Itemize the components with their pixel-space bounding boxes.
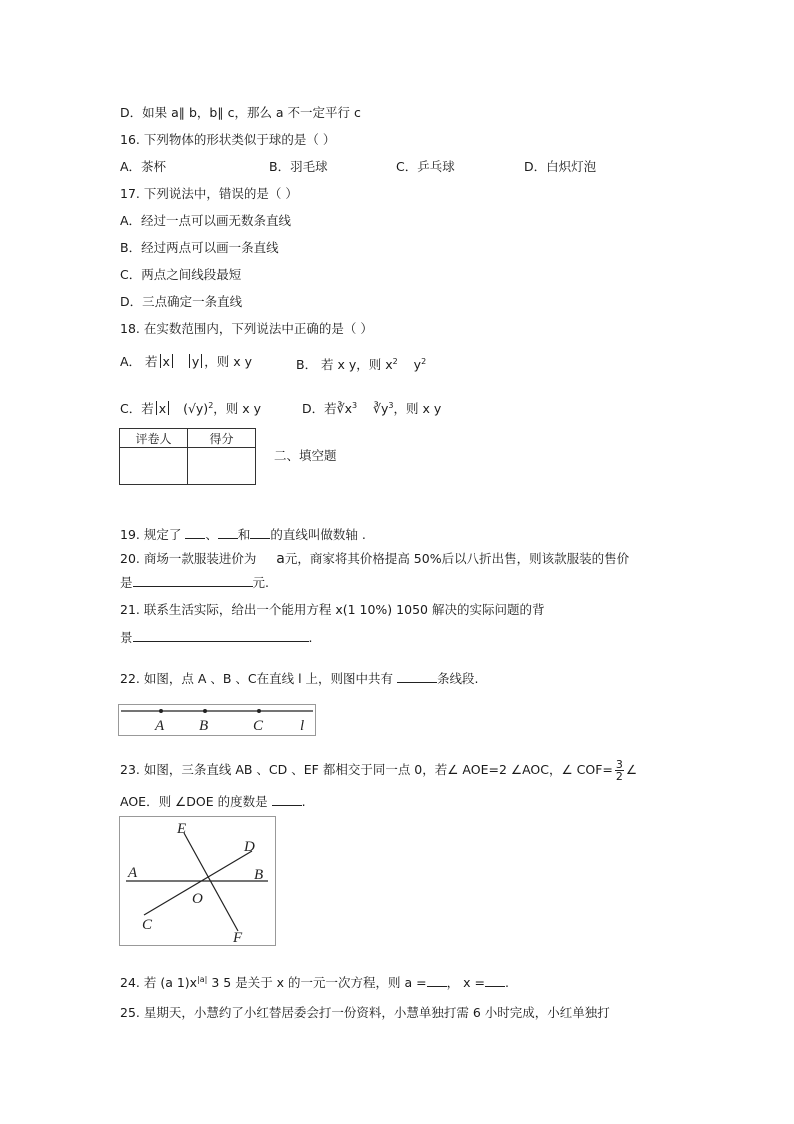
q17-stem: 17. 下列说法中，错误的是（ ） — [120, 186, 298, 201]
label-b: B — [199, 718, 209, 734]
q23-part1: 23. 如图，三条直线 AB 、CD 、EF 都相交于同一点 0，若∠ AOE=2 ∠AOC，∠ COF= — [120, 762, 613, 777]
label-e: E — [177, 821, 187, 837]
q24-part3: ， x = — [446, 975, 485, 991]
q19-part1: 19. 规定了 — [120, 527, 186, 542]
q18-c-sup: 2 — [208, 401, 214, 410]
q23-line-1 — [120, 759, 637, 782]
q18-d-then: ，则 x y — [393, 401, 442, 417]
q18-option-b — [296, 354, 426, 373]
figure-23 — [119, 816, 276, 946]
q18-b-text: B． 若 x y，则 x — [296, 357, 393, 373]
q20-part1: 20. 商场一款服装进价为 — [120, 551, 257, 566]
q18-d-root1: ∛x — [336, 401, 353, 417]
q18-a-y: y — [191, 354, 200, 369]
label-d: D — [244, 839, 255, 855]
point-b — [203, 709, 207, 713]
point-c — [257, 709, 261, 713]
label-c: C — [142, 917, 153, 933]
label-a: A — [128, 865, 138, 881]
section-title-fill-in: 二、填空题 — [274, 448, 337, 463]
q22-part1: 22. 如图，点 A 、B 、C在直线 l 上，则图中共有 — [120, 671, 398, 686]
q23-answer-blank[interactable] — [272, 793, 302, 806]
q17-option-c: C．两点之间线段最短 — [120, 267, 242, 282]
q23-part2: ∠ — [625, 762, 638, 777]
q18-b-sup1: 2 — [392, 357, 398, 366]
q21-part3: . — [308, 630, 313, 645]
label-l: l — [300, 718, 305, 734]
q18-option-d — [302, 398, 441, 417]
q17-option-a: A．经过一点可以画无数条直线 — [120, 213, 292, 228]
figure-22 — [118, 704, 316, 736]
q20-line-2 — [120, 574, 269, 591]
q20-part4: 元. — [252, 575, 269, 590]
q24-part4: . — [504, 975, 509, 991]
q19-part4: 的直线叫做数轴 . — [270, 527, 366, 542]
q19-blank-2[interactable] — [218, 526, 238, 539]
q18-a-x: x — [162, 354, 170, 369]
q17-option-d: D．三点确定一条直线 — [120, 294, 243, 309]
q23-part3: AOE．则 ∠DOE 的度数是 — [120, 794, 272, 809]
score-table — [119, 428, 256, 485]
q16-option-d: D．白炽灯泡 — [524, 159, 597, 174]
q24-part1: 24. 若 (a 1)x — [120, 975, 198, 991]
q22-part2: 条线段. — [437, 671, 479, 686]
q18-d-sup1: 3 — [352, 401, 358, 410]
figure-23-svg — [120, 817, 275, 945]
q19-line — [120, 526, 366, 543]
q16-option-b: B．羽毛球 — [269, 159, 328, 174]
line-ef — [184, 833, 238, 931]
score-table-reviewer-cell[interactable] — [120, 448, 188, 485]
q18-stem: 18. 在实数范围内，下列说法中正确的是（ ） — [120, 321, 373, 336]
q17-option-b: B．经过两点可以画一条直线 — [120, 240, 279, 255]
q23-fraction-num: 3 — [615, 758, 623, 771]
q24-line — [120, 972, 509, 991]
point-a — [159, 709, 163, 713]
q15-option-d: D．如果 a∥ b，b∥ c，那么 a 不一定平行 c — [120, 105, 361, 120]
q24-blank-a[interactable] — [427, 974, 447, 987]
q20-line-1 — [120, 551, 629, 567]
q18-b-y: y — [413, 357, 422, 373]
q18-a-then: ，则 x y — [204, 354, 253, 369]
q23-fraction-den: 2 — [615, 770, 623, 783]
q25-line-1: 25. 星期天，小慧约了小红替居委会打一份资料，小慧单独打需 6 小时完成，小红单独打 — [120, 1005, 610, 1020]
q16-option-a: A．茶杯 — [120, 159, 167, 174]
q20-part2: 元，商家将其价格提高 50%后以八折出售，则该款服装的售价 — [284, 551, 630, 566]
figure-22-svg — [119, 705, 315, 735]
q22-answer-blank[interactable] — [397, 670, 437, 683]
label-a: A — [155, 718, 165, 734]
q21-answer-blank[interactable] — [133, 629, 309, 642]
q19-part3: 和 — [237, 527, 251, 542]
q19-blank-1[interactable] — [185, 526, 205, 539]
q19-part2: 、 — [205, 527, 218, 542]
q18-d-sup2: 3 — [388, 401, 394, 410]
q24-part2: 3 5 是关于 x 的一元一次方程，则 a = — [207, 975, 427, 991]
q16-option-c: C．乒乓球 — [396, 159, 455, 174]
q23-line-2 — [120, 793, 306, 810]
score-table-score-header: 得分 — [188, 429, 256, 448]
q18-c-label: C．若 — [120, 401, 154, 417]
q23-part4: . — [301, 794, 306, 809]
q22-line — [120, 670, 479, 687]
q19-blank-3[interactable] — [250, 526, 270, 539]
score-table-score-cell[interactable] — [188, 448, 256, 485]
q18-a-label: A． 若 — [120, 354, 158, 369]
q20-var-a: a — [276, 551, 285, 567]
label-c: C — [253, 718, 264, 734]
label-f: F — [233, 930, 243, 945]
q18-c-then: ，则 x y — [213, 401, 262, 417]
q21-line-1: 21. 联系生活实际，给出一个能用方程 x(1 10%) 1050 解决的实际问题的背 — [120, 602, 545, 617]
q24-exponent: |a| — [197, 975, 208, 984]
q20-part3: 是 — [120, 575, 133, 590]
q24-blank-x[interactable] — [485, 974, 505, 987]
q18-d-label: D．若 — [302, 401, 337, 417]
q21-part2: 景 — [120, 630, 133, 645]
q16-stem: 16. 下列物体的形状类似于球的是（ ） — [120, 132, 336, 147]
q18-b-sup2: 2 — [421, 357, 427, 366]
score-table-reviewer-header: 评卷人 — [120, 429, 188, 448]
q23-fraction — [615, 759, 624, 782]
q21-line-2 — [120, 629, 313, 646]
q18-c-mid: (√y) — [183, 401, 209, 417]
label-o: O — [192, 891, 203, 907]
q18-d-root2: ∛y — [373, 401, 389, 417]
label-b: B — [254, 867, 264, 883]
q18-c-x: x — [158, 401, 167, 417]
q18-option-a — [120, 354, 252, 370]
q20-answer-blank[interactable] — [133, 574, 253, 587]
q18-option-c — [120, 398, 261, 417]
